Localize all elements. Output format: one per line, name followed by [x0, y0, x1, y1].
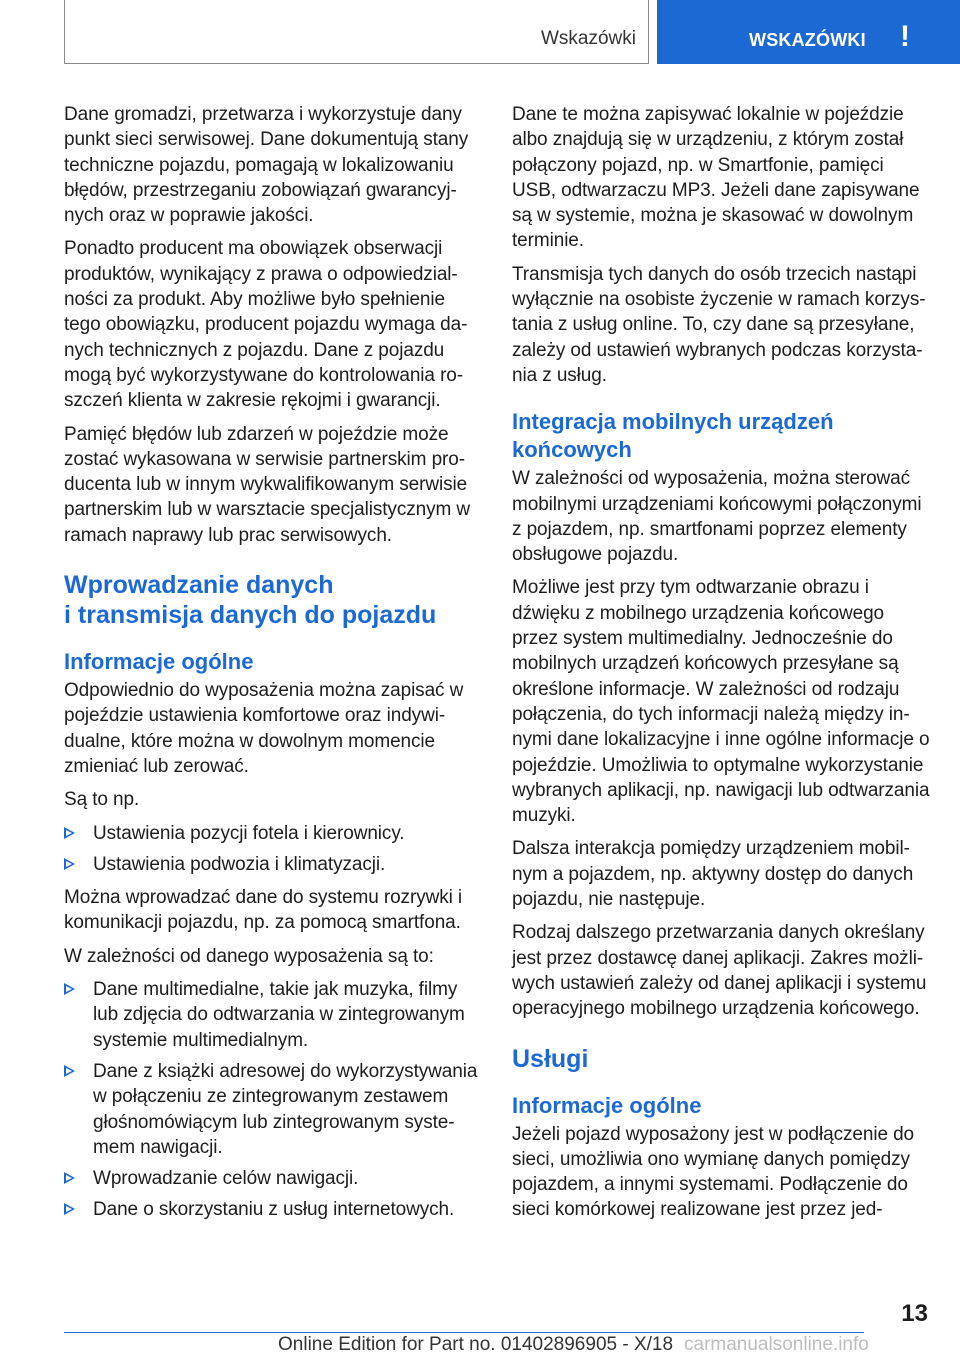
triangle-bullet-icon — [64, 827, 75, 839]
section-heading — [64, 570, 482, 630]
paragraph: Dane gromadzi, przetwarza i wykorzystuje dany punkt sieci serwisowej. Dane dokumentują stany techniczne pojazdu, pomagają w lokalizowaniu błędów, przestrzeganiu zobowiązań gwarancyjnych oraz w poprawie jakości. — [64, 104, 469, 227]
watermark-text: carmanualsonline.info — [684, 1334, 869, 1355]
triangle-bullet-icon — [64, 983, 75, 995]
page-number: 13 — [901, 1300, 928, 1327]
list-item — [64, 1166, 482, 1191]
list-item-text: Ustawienia podwozia i klimatyzacji. — [93, 853, 386, 875]
paragraph: Ponadto producent ma obowiązek obserwacji produktów, wynikający z prawa o odpowiedzialności za produkt. Aby możliwe było spełnienie tego obowiązku, producent pojazdu wymaga danych technicznych z pojazdu. Dane z pojazdu mogą być wykorzystywane do kontrolowania roszczeń klienta w zakresie rękojmi i gwarancji. — [64, 238, 468, 412]
right-column — [512, 102, 932, 1231]
list-item — [64, 1059, 482, 1160]
list-item — [64, 977, 482, 1053]
list-item-text: Wprowadzanie celów nawigacji. — [93, 1168, 359, 1190]
triangle-bullet-icon — [64, 1065, 75, 1077]
triangle-bullet-icon — [64, 1203, 75, 1215]
subsection-heading: Informacje ogólne — [64, 649, 254, 675]
section-heading-line: Wprowadzanie danych — [64, 571, 334, 600]
paragraph: Można wprowadzać dane do systemu rozrywki i komunikacji pojazdu, np. za pomocą smartfona. — [64, 887, 463, 934]
header-tab — [657, 0, 960, 64]
paragraph: Jeżeli pojazd wyposażony jest w podłączenie do sieci, umożliwia ono wymianę danych pomiędzy pojazdem, a innymi systemami. Podłączenie do sieci komórkowej realizowane jest przez jed- — [512, 1123, 915, 1221]
paragraph: Odpowiednio do wyposażenia można zapisać w pojeździe ustawienia komfortowe oraz indywidualne, które można w dowolnym momencie zmieniać lub zerować. — [64, 680, 464, 777]
header-section-title: Wskazówki — [540, 28, 636, 49]
exclamation-icon: ! — [900, 20, 910, 53]
header-box — [64, 0, 649, 64]
bullet-list — [64, 977, 482, 1223]
list-item-text: Ustawienia pozycji fotela i kierownicy. — [93, 822, 405, 844]
paragraph: Dane te można zapisywać lokalnie w pojeździe albo znajdują się w urządzeniu, z którym został połączony pojazd, np. w Smartfonie, pamięci USB, odtwarzaczu MP3. Jeżeli dane zapisywane są w systemie, można je skasować w dowolnym terminie. — [512, 104, 920, 252]
paragraph: Możliwe jest przy tym odtwarzanie obrazu i dźwięku z mobilnego urządzenia końcowego przez system multimedialny. Jednocześnie do mobilnych urządzeń końcowych przesyłane są określone informacje. W zależności od rodzaju połączenia, do tych informacji należą między innymi dane lokalizacyjne i inne ogólne informacje o pojeździe. Umożliwia to optymalne wykorzystanie wybranych aplikacji, np. nawigacji lub odtwarzania muzyki. — [512, 577, 930, 827]
paragraph: Dalsza interakcja pomiędzy urządzeniem mobilnym a pojazdem, np. aktywny dostęp do danych pojazdu, nie następuje. — [512, 838, 914, 911]
list-item — [64, 852, 482, 877]
left-column — [64, 102, 482, 1231]
list-item — [64, 821, 482, 846]
footer-edition-text: Online Edition for Part no. 01402896905 - X/18 — [278, 1334, 674, 1355]
subsection-heading: Informacje ogólne — [512, 1092, 702, 1118]
section-heading: Usługi — [512, 1044, 589, 1073]
subsection-heading: Integracja mobilnych urządzeń końcowych — [512, 409, 834, 463]
bullet-list — [64, 821, 482, 878]
triangle-bullet-icon — [64, 1172, 75, 1184]
list-item — [64, 1197, 482, 1222]
footer-divider — [64, 1332, 864, 1333]
paragraph: Rodzaj dalszego przetwarzania danych określany jest przez dostawcę danej aplikacji. Zakres możliwych ustawień zależy od danej aplikacji i systemu operacyjnego mobilnego urządzenia końcowego. — [512, 922, 927, 1020]
paragraph: W zależności od wyposażenia, można sterować mobilnymi urządzeniami końcowymi połączonymi z pojazdem, np. smartfonami poprzez elementy obsługowe pojazdu. — [512, 468, 922, 566]
list-item-text: Dane o skorzystaniu z usług internetowych. — [93, 1199, 455, 1221]
section-heading-line: i transmisja danych do pojazdu — [64, 601, 437, 630]
list-item-text: Dane multimedialne, takie jak muzyka, filmy lub zdjęcia do odtwarzania w zintegrowanym systemie multimedialnym. — [93, 979, 465, 1051]
header-tab-label: WSKAZÓWKI — [749, 30, 866, 50]
paragraph: Transmisja tych danych do osób trzecich nastąpi wyłącznie na osobiste życzenie w ramach korzystania z usług online. To, czy dane są przesyłane, zależy od ustawień wybranych podczas korzystania z usług. — [512, 263, 926, 386]
triangle-bullet-icon — [64, 858, 75, 870]
paragraph: Są to np. — [64, 789, 140, 811]
paragraph: Pamięć błędów lub zdarzeń w pojeździe może zostać wykasowana w serwisie partnerskim producenta lub w innym wykwalifikowanym serwisie partnerskim lub w warsztacie specjalistycznym w ramach naprawy lub prac serwisowych. — [64, 423, 471, 546]
paragraph: W zależności od danego wyposażenia są to: — [64, 945, 434, 967]
list-item-text: Dane z książki adresowej do wykorzystywania w połączeniu ze zintegrowanym zestawem głośnomówiącym lub zintegrowanym systemem nawigacji. — [93, 1060, 478, 1158]
